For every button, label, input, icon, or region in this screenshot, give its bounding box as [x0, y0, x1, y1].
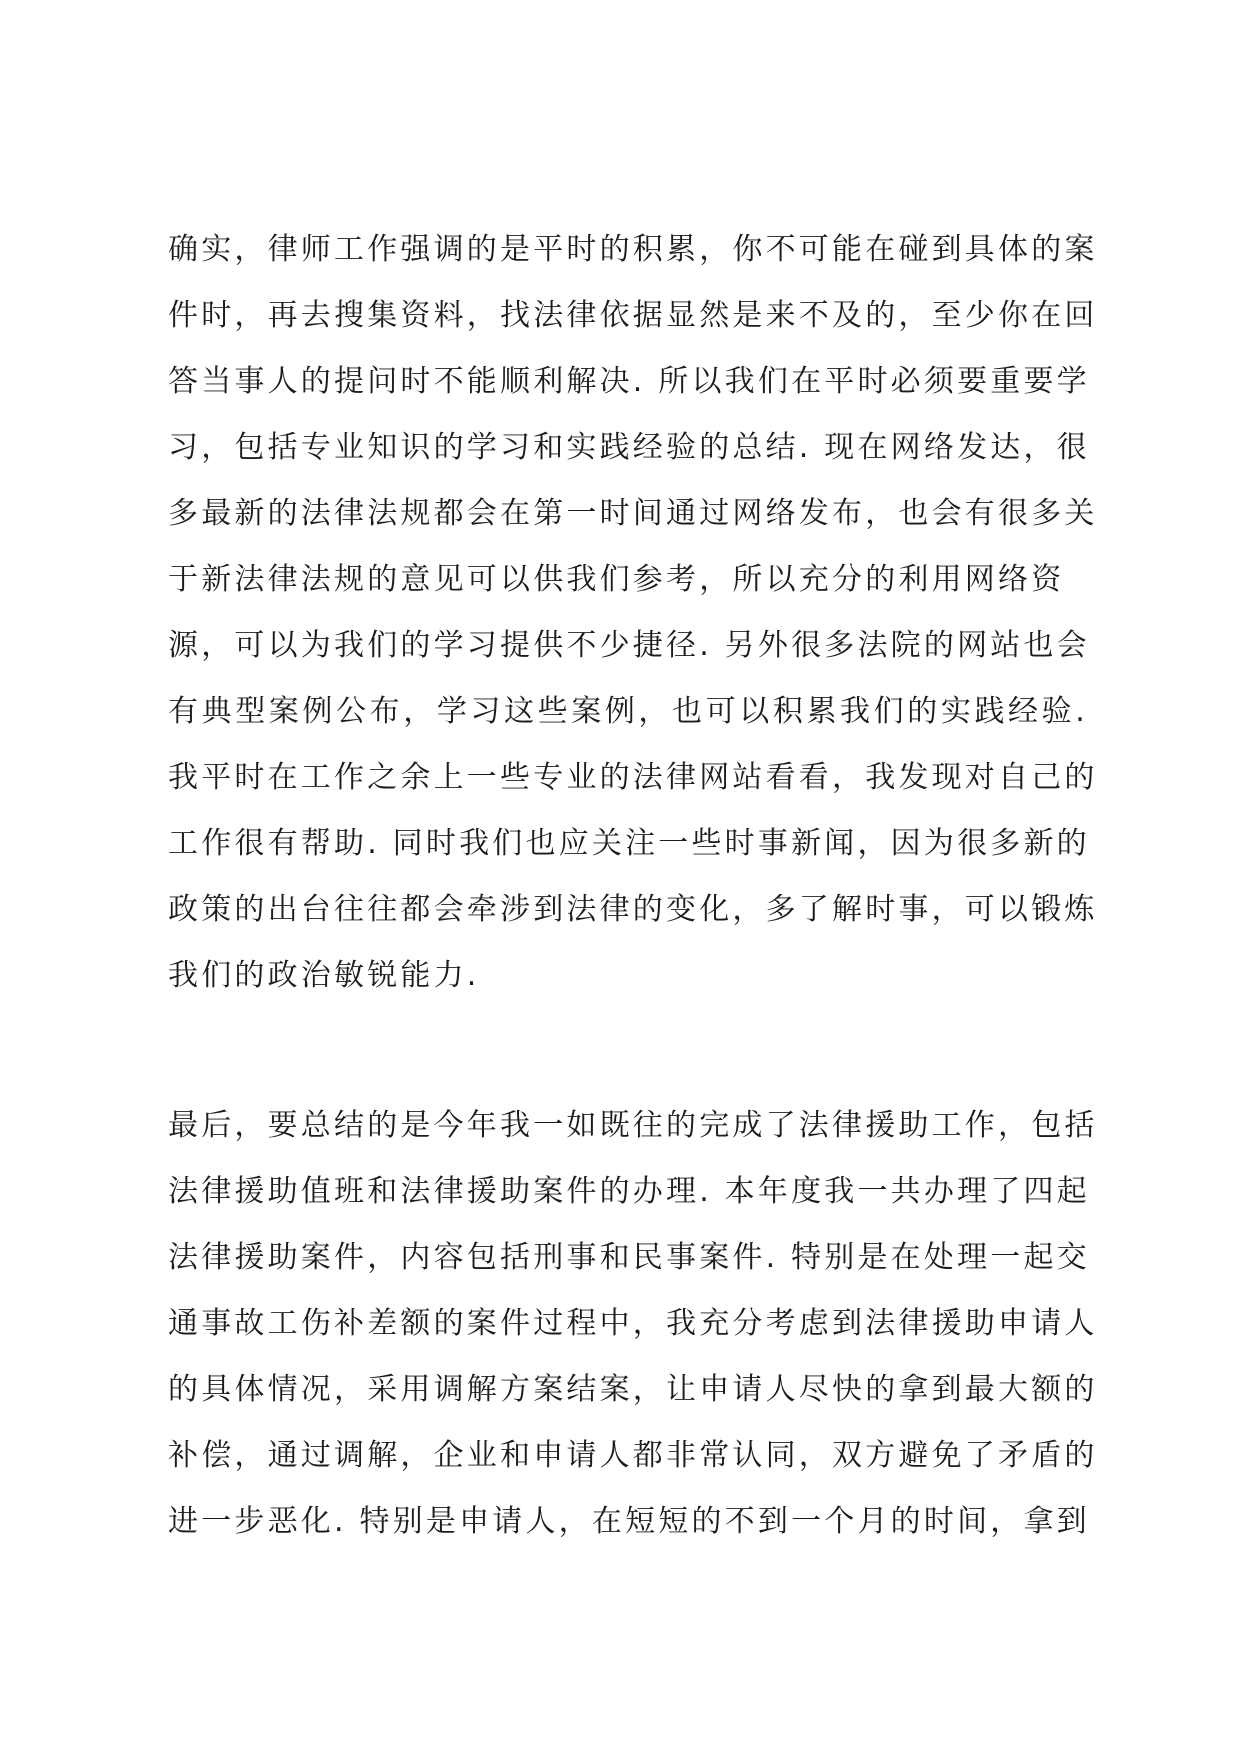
- paragraph-line: 答当事人的提问时不能顺利解决. 所以我们在平时必须要重要学: [168, 364, 1090, 399]
- paragraph-line: 通事故工伤补差额的案件过程中，我充分考虑到法律援助申请人: [168, 1306, 1098, 1341]
- paragraph-line: 政策的出台往往都会牵涉到法律的变化，多了解时事，可以锻炼: [168, 892, 1098, 927]
- paragraph-line: 工作很有帮助. 同时我们也应关注一些时事新闻，因为很多新的: [168, 826, 1090, 861]
- paragraph-line: 确实，律师工作强调的是平时的积累，你不可能在碰到具体的案: [168, 232, 1098, 267]
- paragraph-line: 于新法律法规的意见可以供我们参考，所以充分的利用网络资: [168, 562, 1065, 597]
- paragraph-line: 补偿，通过调解，企业和申请人都非常认同，双方避免了矛盾的: [168, 1438, 1098, 1473]
- paragraph-line: 法律援助案件，内容包括刑事和民事案件. 特别是在处理一起交: [168, 1240, 1090, 1275]
- paragraph-line: 习，包括专业知识的学习和实践经验的总结. 现在网络发达，很: [168, 430, 1090, 465]
- paragraph-line: 有典型案例公布，学习这些案例，也可以积累我们的实践经验.: [168, 694, 1088, 729]
- paragraph-line: 最后，要总结的是今年我一如既往的完成了法律援助工作，包括: [168, 1108, 1098, 1143]
- paragraph-line: 的具体情况，采用调解方案结案，让申请人尽快的拿到最大额的: [168, 1372, 1098, 1407]
- paragraph-line: 多最新的法律法规都会在第一时间通过网络发布，也会有很多关: [168, 496, 1098, 531]
- paragraph-line: 进一步恶化. 特别是申请人，在短短的不到一个月的时间，拿到: [168, 1504, 1090, 1539]
- paragraph-line: 件时，再去搜集资料，找法律依据显然是来不及的，至少你在回: [168, 298, 1098, 333]
- paragraph-line: 源，可以为我们的学习提供不少捷径. 另外很多法院的网站也会: [168, 628, 1090, 663]
- paragraph-line: 我们的政治敏锐能力.: [168, 958, 480, 993]
- paragraph-line: 法律援助值班和法律援助案件的办理. 本年度我一共办理了四起: [168, 1174, 1090, 1209]
- paragraph-line: 我平时在工作之余上一些专业的法律网站看看，我发现对自己的: [168, 760, 1098, 795]
